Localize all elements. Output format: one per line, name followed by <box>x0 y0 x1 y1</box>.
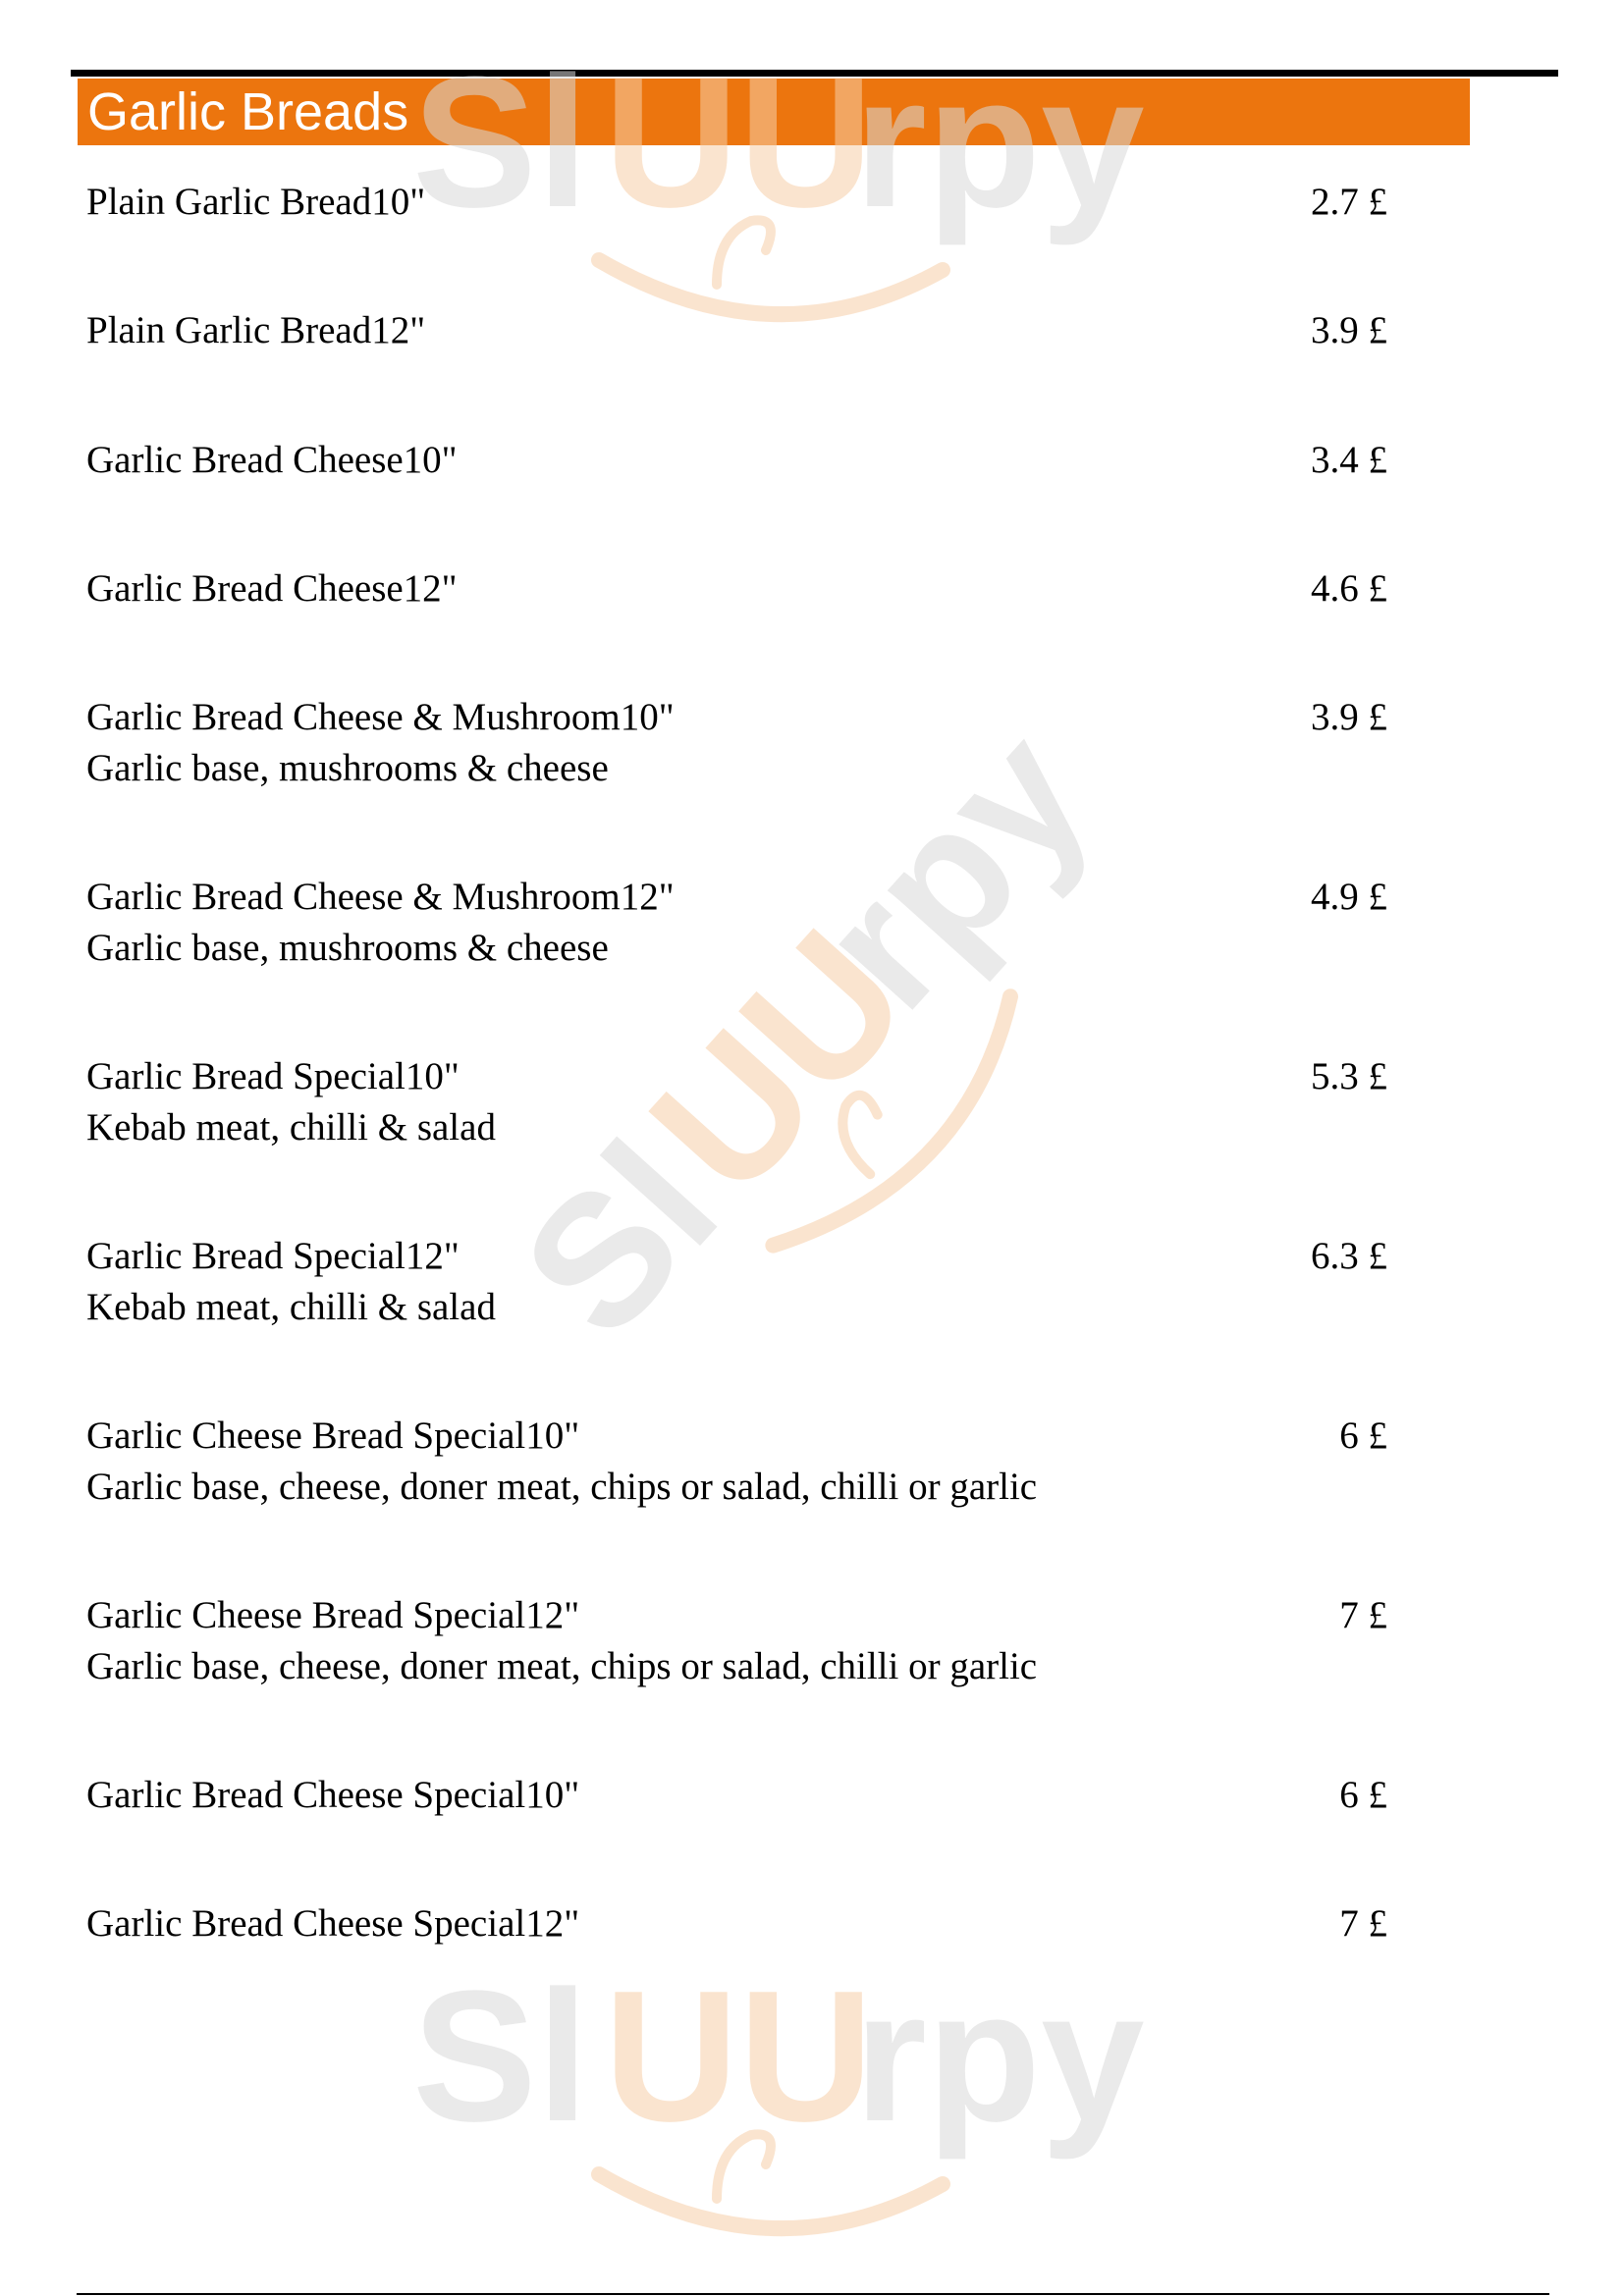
svg-text:UU: UU <box>604 39 874 246</box>
item-price: 6 £ <box>1339 1415 1387 1457</box>
bottom-rule <box>77 2293 1549 2295</box>
item-price: 3.4 £ <box>1311 439 1387 481</box>
svg-text:rpy: rpy <box>779 691 1128 1047</box>
watermark-logo <box>393 1953 1237 2277</box>
section-header <box>78 79 1470 145</box>
item-price: 3.9 £ <box>1311 309 1387 351</box>
menu-item <box>86 177 1387 228</box>
item-description: Garlic base, cheese, doner meat, chips or salad, chilli or garlic <box>86 1466 1038 1508</box>
menu-item <box>86 305 1387 356</box>
item-name: Garlic Bread Cheese Special12" <box>86 1902 580 1945</box>
section-title: Garlic Breads <box>87 82 409 141</box>
menu-item <box>86 1051 1387 1153</box>
item-price: 6.3 £ <box>1311 1235 1387 1277</box>
menu-item <box>86 435 1387 486</box>
item-price: 4.9 £ <box>1311 876 1387 918</box>
menu-item <box>86 692 1387 794</box>
item-price: 4.6 £ <box>1311 567 1387 610</box>
item-price: 5.3 £ <box>1311 1055 1387 1097</box>
svg-text:UU: UU <box>611 892 947 1233</box>
svg-text:Sl: Sl <box>412 39 589 246</box>
item-name: Garlic Bread Cheese10" <box>86 439 458 481</box>
item-name: Garlic Bread Special10" <box>86 1055 460 1097</box>
item-price: 6 £ <box>1339 1774 1387 1816</box>
svg-text:rpy: rpy <box>854 1953 1145 2161</box>
menu-item <box>86 1231 1387 1333</box>
item-description: Garlic base, mushrooms & cheese <box>86 747 609 789</box>
item-price: 2.7 £ <box>1311 181 1387 223</box>
item-price: 7 £ <box>1339 1902 1387 1945</box>
item-name: Plain Garlic Bread10" <box>86 181 426 223</box>
menu-item <box>86 563 1387 614</box>
item-name: Garlic Bread Cheese Special10" <box>86 1774 580 1816</box>
item-description: Garlic base, cheese, doner meat, chips or salad, chilli or garlic <box>86 1645 1038 1687</box>
top-rule <box>71 70 1558 77</box>
item-name: Garlic Cheese Bread Special10" <box>86 1415 580 1457</box>
item-name: Plain Garlic Bread12" <box>86 309 426 351</box>
item-price: 3.9 £ <box>1311 696 1387 738</box>
item-name: Garlic Bread Special12" <box>86 1235 460 1277</box>
item-description: Kebab meat, chilli & salad <box>86 1286 496 1328</box>
item-name: Garlic Cheese Bread Special12" <box>86 1594 580 1636</box>
svg-text:UU: UU <box>604 1953 874 2161</box>
item-price: 7 £ <box>1339 1594 1387 1636</box>
item-name: Garlic Bread Cheese & Mushroom12" <box>86 876 675 918</box>
svg-text:Sl: Sl <box>483 1104 756 1375</box>
menu-item <box>86 1590 1387 1692</box>
menu-item <box>86 1770 1387 1821</box>
item-name: Garlic Bread Cheese12" <box>86 567 458 610</box>
svg-text:Sl: Sl <box>412 1953 589 2161</box>
item-description: Kebab meat, chilli & salad <box>86 1106 496 1148</box>
menu-item <box>86 1411 1387 1513</box>
item-name: Garlic Bread Cheese & Mushroom10" <box>86 696 675 738</box>
svg-text:rpy: rpy <box>854 39 1145 246</box>
item-description: Garlic base, mushrooms & cheese <box>86 927 609 969</box>
menu-item <box>86 1898 1387 1949</box>
menu-item <box>86 872 1387 974</box>
